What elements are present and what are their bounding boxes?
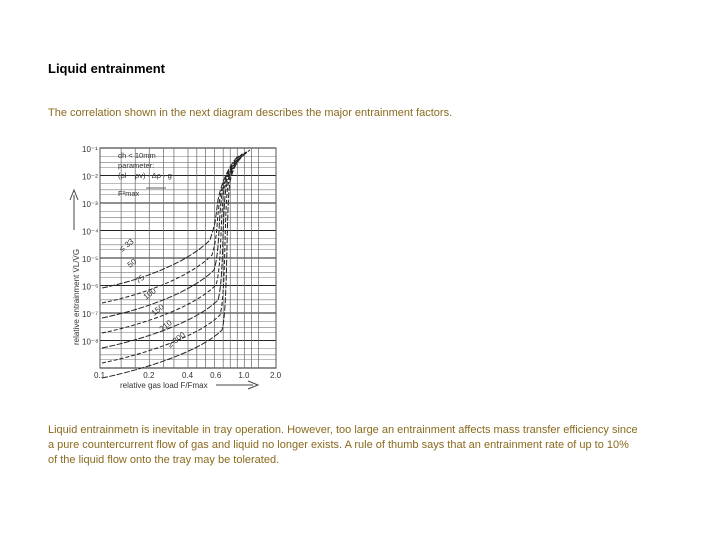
parameter-text: (ρl − ρv) · Δρ · g [118,171,172,180]
x-tick-label: 0.6 [210,371,222,380]
entrainment-diagram-svg [68,140,300,392]
x-tick-labels [94,371,282,380]
curve-label: 210 [157,318,174,334]
parameter-text: F²max [118,189,140,198]
y-tick-label: 10⁻⁵ [82,255,99,264]
x-tick-label: 0.1 [94,371,106,380]
x-tick-label: 2.0 [270,371,282,380]
parameter-text: parameter: [118,161,155,170]
curve-label: ≤ 33 [117,236,136,254]
y-tick-label: 10⁻² [82,172,98,182]
diagram-parameter-box [118,151,172,198]
x-tick-label: 1.0 [238,371,250,380]
diagram-grid [100,148,276,368]
curve-labels [118,237,188,350]
curve-label: 150 [149,302,166,318]
y-tick-label: 10⁻⁶ [82,282,99,292]
y-tick-label: 10⁻⁸ [82,337,99,347]
curve-label: 75 [133,273,147,286]
body-paragraph: Liquid entrainmetn is inevitable in tray operation. However, too large an entrainment affects mass transfer efficiency since a pure countercurrent flow of gas and liquid no longer exists. A rule of thumb says that an entrainment rate of up to 10% of the liquid flow onto the tray may be tolerated. [48,424,638,466]
curve-label: 50 [125,257,139,270]
entrainment-diagram [68,140,300,392]
x-axis-label: relative gas load F/Fmax [120,381,208,390]
entrainment-curve [102,151,248,363]
y-tick-label: 10⁻⁴ [82,227,99,237]
curve-label: ≥ 300 [165,330,187,350]
page-title: Liquid entrainment [48,61,165,76]
parameter-text: dh < 10mm [118,151,156,160]
curve-label: 100 [141,286,158,302]
x-tick-label: 0.4 [182,371,194,380]
y-tick-label: 10⁻⁷ [82,310,99,319]
y-tick-labels [82,145,99,347]
y-tick-label: 10⁻¹ [82,145,98,154]
intro-paragraph: The correlation shown in the next diagram describes the major entrainment factors. [48,107,453,119]
y-axis-label: relative entrainment V̇L/V̇G [72,248,81,345]
y-tick-label: 10⁻³ [82,200,98,209]
x-tick-label: 0.2 [143,371,155,380]
